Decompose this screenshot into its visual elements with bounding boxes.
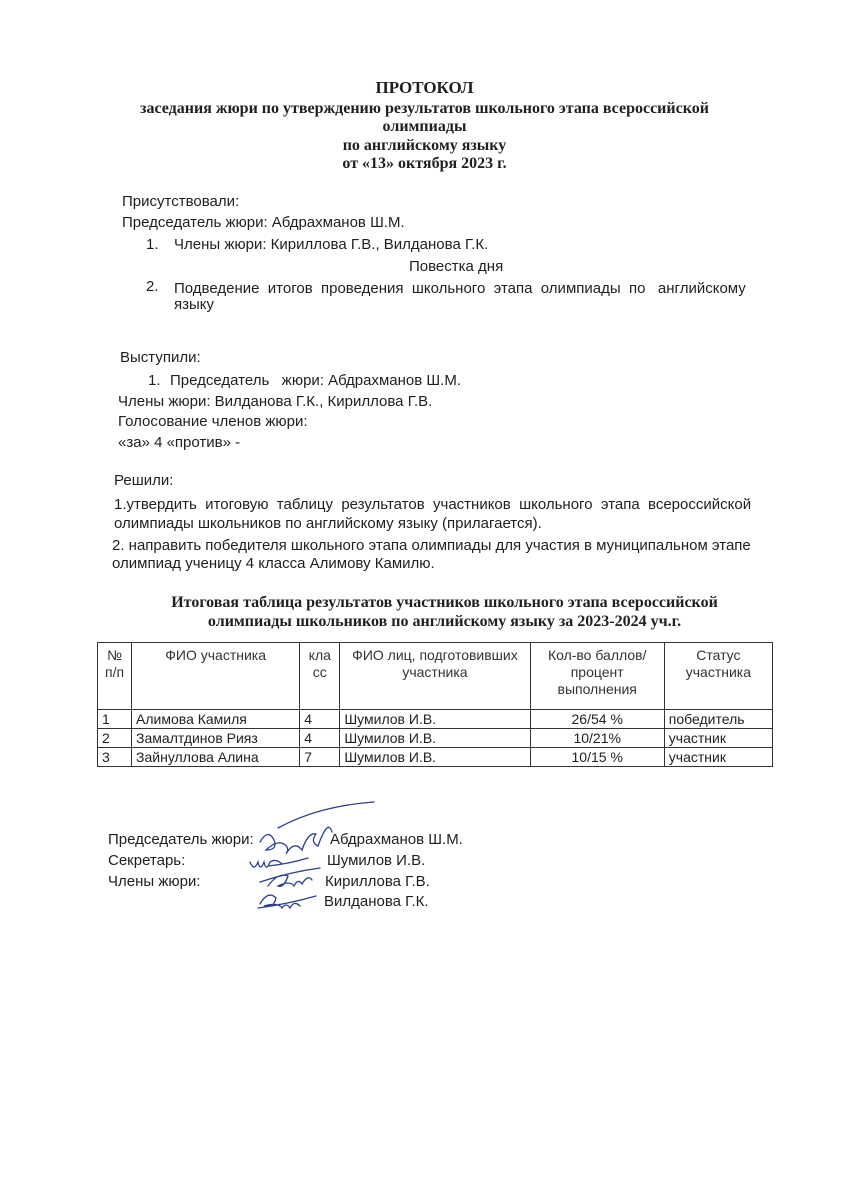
table-title-line-2: олимпиады школьников по английскому языку за 2023-2024 уч.г. [207,613,682,630]
teacher-name: Шумилов И.В. [340,748,530,767]
participant-status: участник [664,729,772,748]
decision-item-2-line-2: олимпиад ученицу 4 класса Алимову Камилю. [112,555,435,572]
participant-name: Алимова Камиля [132,710,300,729]
member-1-signature [260,868,320,886]
header-participant-name: ФИО участника [132,643,300,710]
document-title: ПРОТОКОЛ [375,78,474,97]
speakers-members: Члены жюри: Вилданова Г.К., Кириллова Г.В. [118,393,433,410]
decision-item-1-line-2: олимпиады школьников по английскому языку (прилагается). [114,515,542,532]
secretary-signature [250,858,308,867]
decision-item-2-line-1: 2. направить победителя школьного этапа олимпиады для участия в муниципальном этапе [112,537,751,554]
agenda-item-line-2: языку [174,296,215,313]
header-grade: кла сс [300,643,340,710]
row-number: 2 [98,729,132,748]
present-chair: Председатель жюри: Абдрахманов Ш.М. [122,214,405,231]
header-status: Статус участника [664,643,772,710]
participant-grade: 7 [300,748,340,767]
present-members: Члены жюри: Кириллова Г.В., Вилданова Г.К. [174,236,489,253]
vote-heading: Голосование членов жюри: [118,413,308,430]
signature-secretary-name: Шумилов И.В. [327,852,426,869]
table-row [98,748,773,767]
present-members-number: 1. [146,236,159,253]
teacher-name: Шумилов И.В. [340,710,530,729]
vote-result: «за» 4 «против» - [118,434,241,451]
table-header-row [98,643,773,710]
agenda-heading: Повестка дня [409,258,504,275]
header-teacher-name: ФИО лиц, подготовивших участника [340,643,530,710]
agenda-item-line-1: Подведение итогов проведения школьного этапа олимпиады по английскому [174,280,746,297]
chair-signature [260,802,374,854]
signature-members-label: Члены жюри: [108,873,201,890]
participant-score: 26/54 % [530,710,664,729]
subtitle-line-2: олимпиады [382,118,467,135]
table-row [98,710,773,729]
speakers-heading: Выступили: [120,349,201,366]
member-2-signature [258,895,316,908]
participant-name: Замалтдинов Рияз [132,729,300,748]
agenda-item-number: 2. [146,278,159,295]
header-score: Кол-во баллов/процент выполнения [530,643,664,710]
subtitle-line-3: по английскому языку [342,137,507,154]
participant-grade: 4 [300,710,340,729]
participant-status: участник [664,748,772,767]
protocol-date: от «13» октября 2023 г. [342,155,507,172]
speakers-chair-number: 1. [148,372,161,389]
participant-grade: 4 [300,729,340,748]
signature-secretary-label: Секретарь: [108,852,186,869]
subtitle-line-1: заседания жюри по утверждению результатов школьного этапа всероссийской [140,100,709,117]
participant-status: победитель [664,710,772,729]
present-heading: Присутствовали: [122,193,240,210]
table-title-line-1: Итоговая таблица результатов участников школьного этапа всероссийской [171,594,718,611]
table-row [98,729,773,748]
row-number: 1 [98,710,132,729]
handwritten-signatures [238,800,388,920]
signature-member-1-name: Кириллова Г.В. [325,873,430,890]
signature-member-2-name: Вилданова Г.К. [324,893,429,910]
participant-score: 10/21% [530,729,664,748]
speakers-chair: Председатель жюри: Абдрахманов Ш.М. [170,372,461,389]
header-number: № п/п [98,643,132,710]
row-number: 3 [98,748,132,767]
signature-chair-name: Абдрахманов Ш.М. [330,831,463,848]
participant-name: Зайнуллова Алина [132,748,300,767]
results-table [97,642,773,767]
participant-score: 10/15 % [530,748,664,767]
signature-chair-label: Председатель жюри: [108,831,254,848]
decision-item-1-line-1: 1.утвердить итоговую таблицу результатов участников школьного этапа всероссийской [114,496,752,513]
decision-heading: Решили: [114,472,174,489]
teacher-name: Шумилов И.В. [340,729,530,748]
